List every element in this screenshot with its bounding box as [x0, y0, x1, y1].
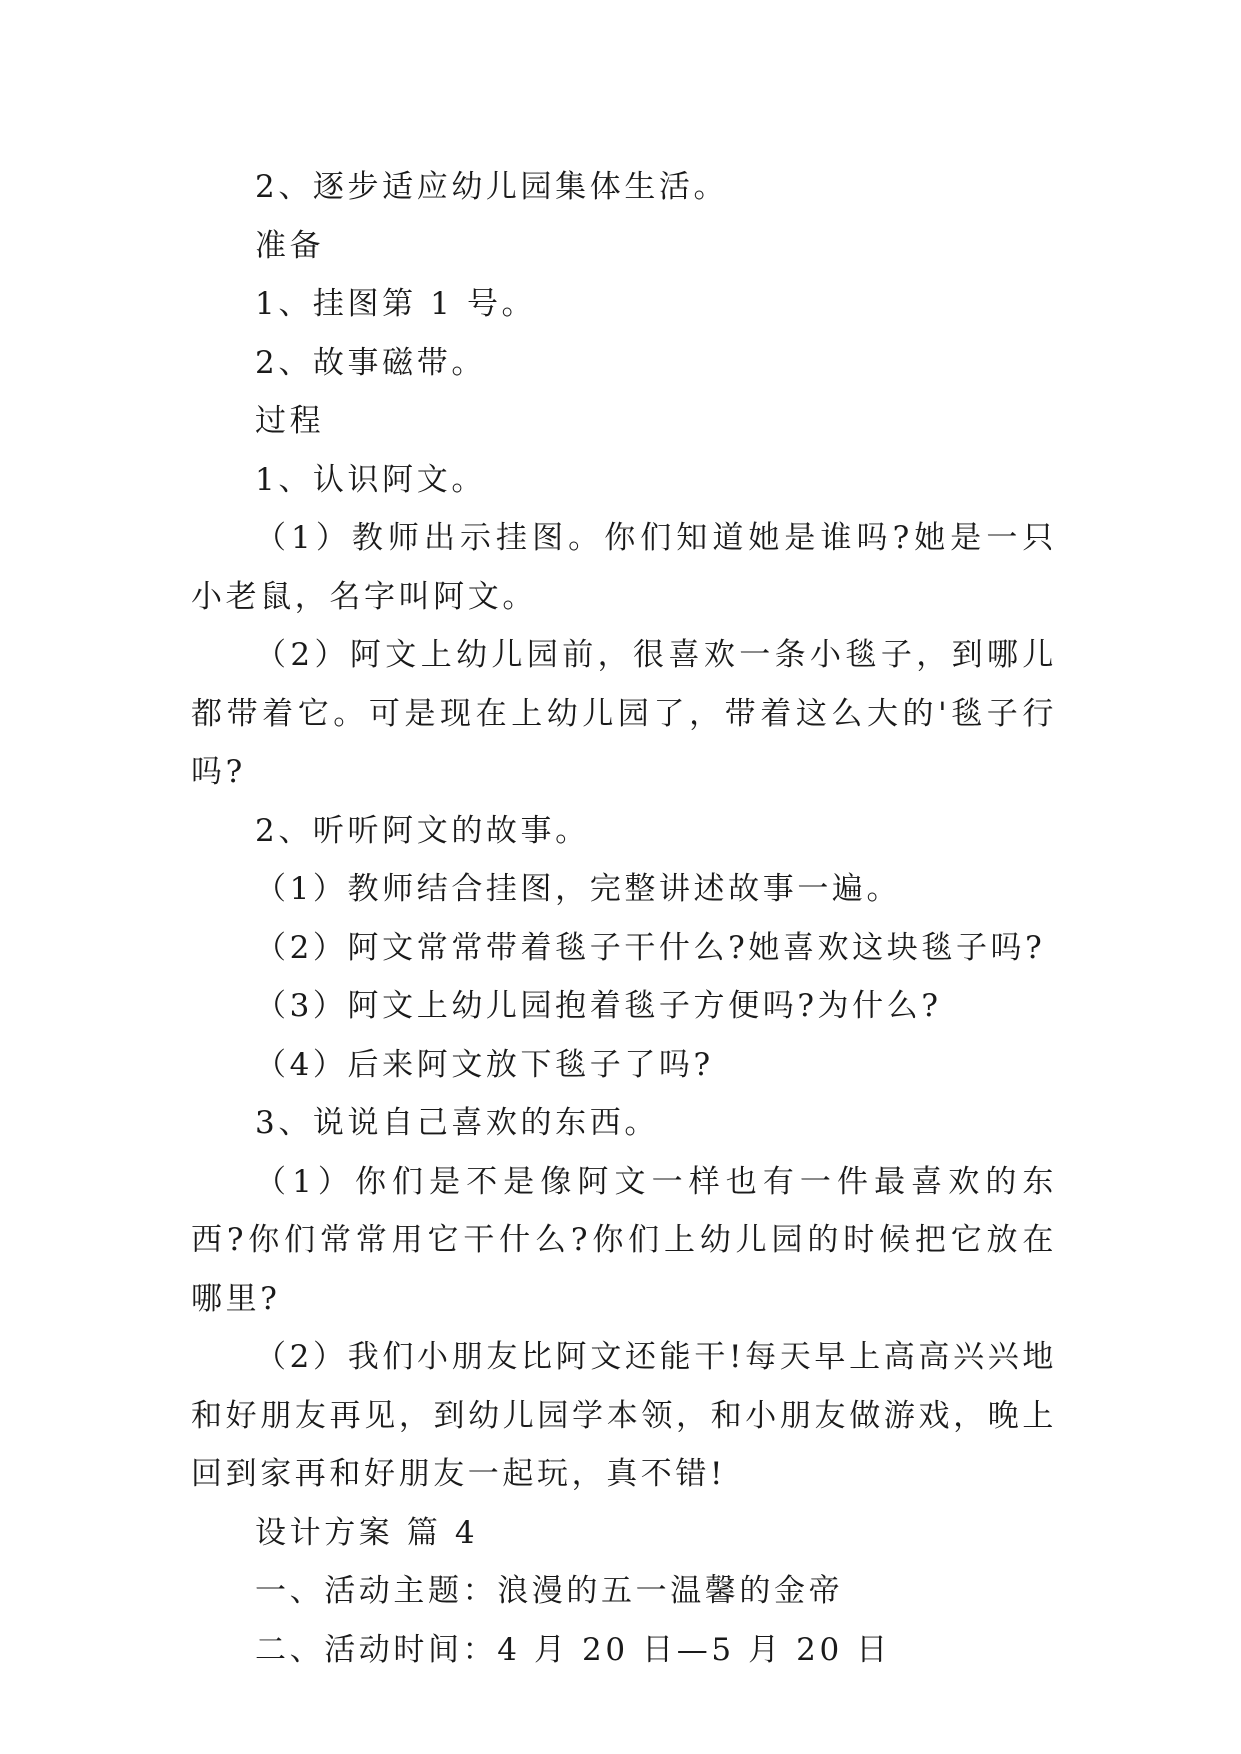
paragraph-prep-2: 2、故事磁带。 [255, 344, 486, 381]
paragraph-step-1-1: （1）教师出示挂图。你们知道她是谁吗?她是一只小老鼠，名字叫阿文。 [191, 520, 1057, 615]
paragraph-step-3: 3、说说自己喜欢的东西。 [255, 1105, 659, 1141]
paragraph-goal-2: 2、逐步适应幼儿园集体生活。 [255, 169, 729, 205]
section-heading-plan-4: 设计方案 篇 4 [255, 1514, 479, 1551]
document-body [191, 158, 1057, 1679]
paragraph-step-2-4: （4）后来阿文放下毯子了吗? [255, 1046, 714, 1083]
paragraph-step-2-2: （2）阿文常常带着毯子干什么?她喜欢这块毯子吗? [255, 929, 1046, 966]
section-heading-preparation: 准备 [255, 227, 325, 264]
paragraph-activity-time: 二、活动时间：4 月 20 日—5 月 20 日 [255, 1631, 891, 1668]
paragraph-step-2: 2、听听阿文的故事。 [255, 812, 590, 849]
section-heading-process: 过程 [255, 403, 325, 439]
paragraph-step-2-3: （3）阿文上幼儿园抱着毯子方便吗?为什么? [255, 988, 942, 1024]
paragraph-activity-theme: 一、活动主题：浪漫的五一温馨的金帝 [255, 1573, 844, 1609]
paragraph-step-1-2: （2）阿文上幼儿园前，很喜欢一条小毯子，到哪儿都带着它。可是现在上幼儿园了，带着这么大的'毯子行吗? [191, 637, 1057, 790]
paragraph-prep-1: 1、挂图第 1 号。 [255, 286, 537, 322]
paragraph-step-3-2: （2）我们小朋友比阿文还能干!每天早上高高兴兴地和好朋友再见，到幼儿园学本领，和小朋友做游戏，晚上回到家再和好朋友一起玩，真不错! [191, 1339, 1057, 1492]
paragraph-step-1: 1、认识阿文。 [255, 461, 486, 498]
paragraph-step-2-1: （1）教师结合挂图，完整讲述故事一遍。 [255, 871, 902, 907]
paragraph-step-3-1: （1）你们是不是像阿文一样也有一件最喜欢的东西?你们常常用它干什么?你们上幼儿园的时候把它放在哪里? [191, 1163, 1057, 1317]
